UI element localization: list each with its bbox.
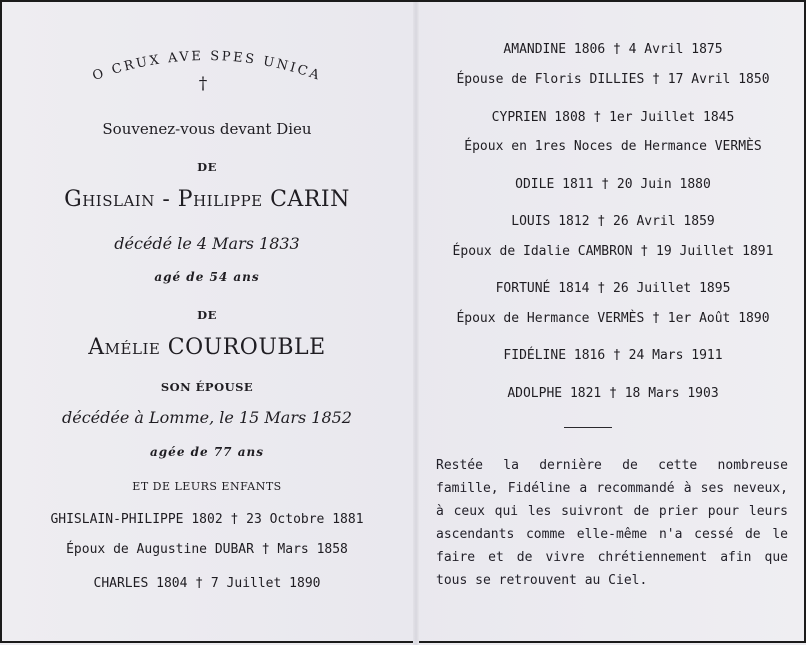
wife-death: décédée à Lomme, le 15 Mars 1852 bbox=[62, 408, 352, 427]
closing-paragraph-text: Restée la dernière de cette nombreuse famille, Fidéline a recommandé à ses neveux, à ceux qui les suivront de prier pour leurs ascendants comme elle-même n'a cessé de le faire et de vivre chrétiennement afin que tous se retrouvent au Ciel. bbox=[436, 458, 788, 588]
de-label-2: DE bbox=[197, 308, 217, 322]
husband-age: agé de 54 ans bbox=[154, 270, 260, 284]
entry-louis: LOUIS 1812 † 26 Avril 1859 bbox=[511, 214, 715, 229]
et-enfants-label: ET DE LEURS ENFANTS bbox=[132, 480, 282, 493]
right-page bbox=[420, 2, 806, 645]
souvenez-line: Souvenez-vous devant Dieu bbox=[102, 120, 312, 138]
entry-amandine-spouse: Épouse de Floris DILLIES † 17 Avril 1850 bbox=[456, 72, 770, 87]
child-ghislain: GHISLAIN-PHILIPPE 1802 † 23 Octobre 1881 bbox=[50, 512, 364, 527]
entry-amandine: AMANDINE 1806 † 4 Avril 1875 bbox=[503, 42, 723, 57]
wife-name: Amélie COUROUBLE bbox=[88, 335, 326, 360]
husband-death: décédé le 4 Mars 1833 bbox=[114, 234, 300, 253]
cross-icon: † bbox=[198, 74, 208, 94]
entry-fortune: FORTUNÉ 1814 † 26 Juillet 1895 bbox=[495, 281, 731, 296]
entry-odile: ODILE 1811 † 20 Juin 1880 bbox=[515, 177, 711, 192]
card-fold bbox=[413, 2, 419, 645]
closing-paragraph bbox=[436, 454, 788, 592]
child-charles: CHARLES 1804 † 7 Juillet 1890 bbox=[93, 576, 321, 591]
entry-cyprien: CYPRIEN 1808 † 1er Juillet 1845 bbox=[491, 110, 735, 125]
entry-adolphe: ADOLPHE 1821 † 18 Mars 1903 bbox=[507, 386, 719, 401]
de-label-1: DE bbox=[197, 160, 217, 174]
motto-text: O CRUX AVE SPES UNICA bbox=[90, 48, 324, 85]
left-page bbox=[2, 2, 412, 645]
husband-name: Ghislain - Philippe CARIN bbox=[64, 187, 350, 212]
entry-cyprien-spouse: Époux en 1res Noces de Hermance VERMÈS bbox=[464, 139, 762, 154]
son-epouse-label: SON ÉPOUSE bbox=[160, 380, 254, 394]
entry-fortune-spouse: Époux de Hermance VERMÈS † 1er Août 1890 bbox=[456, 311, 770, 326]
separator-rule bbox=[564, 427, 612, 428]
wife-age: agée de 77 ans bbox=[150, 445, 264, 459]
entry-fideline: FIDÉLINE 1816 † 24 Mars 1911 bbox=[503, 348, 723, 363]
child-ghislain-spouse: Époux de Augustine DUBAR † Mars 1858 bbox=[66, 542, 348, 557]
entry-louis-spouse: Époux de Idalie CAMBRON † 19 Juillet 1891 bbox=[452, 244, 774, 259]
